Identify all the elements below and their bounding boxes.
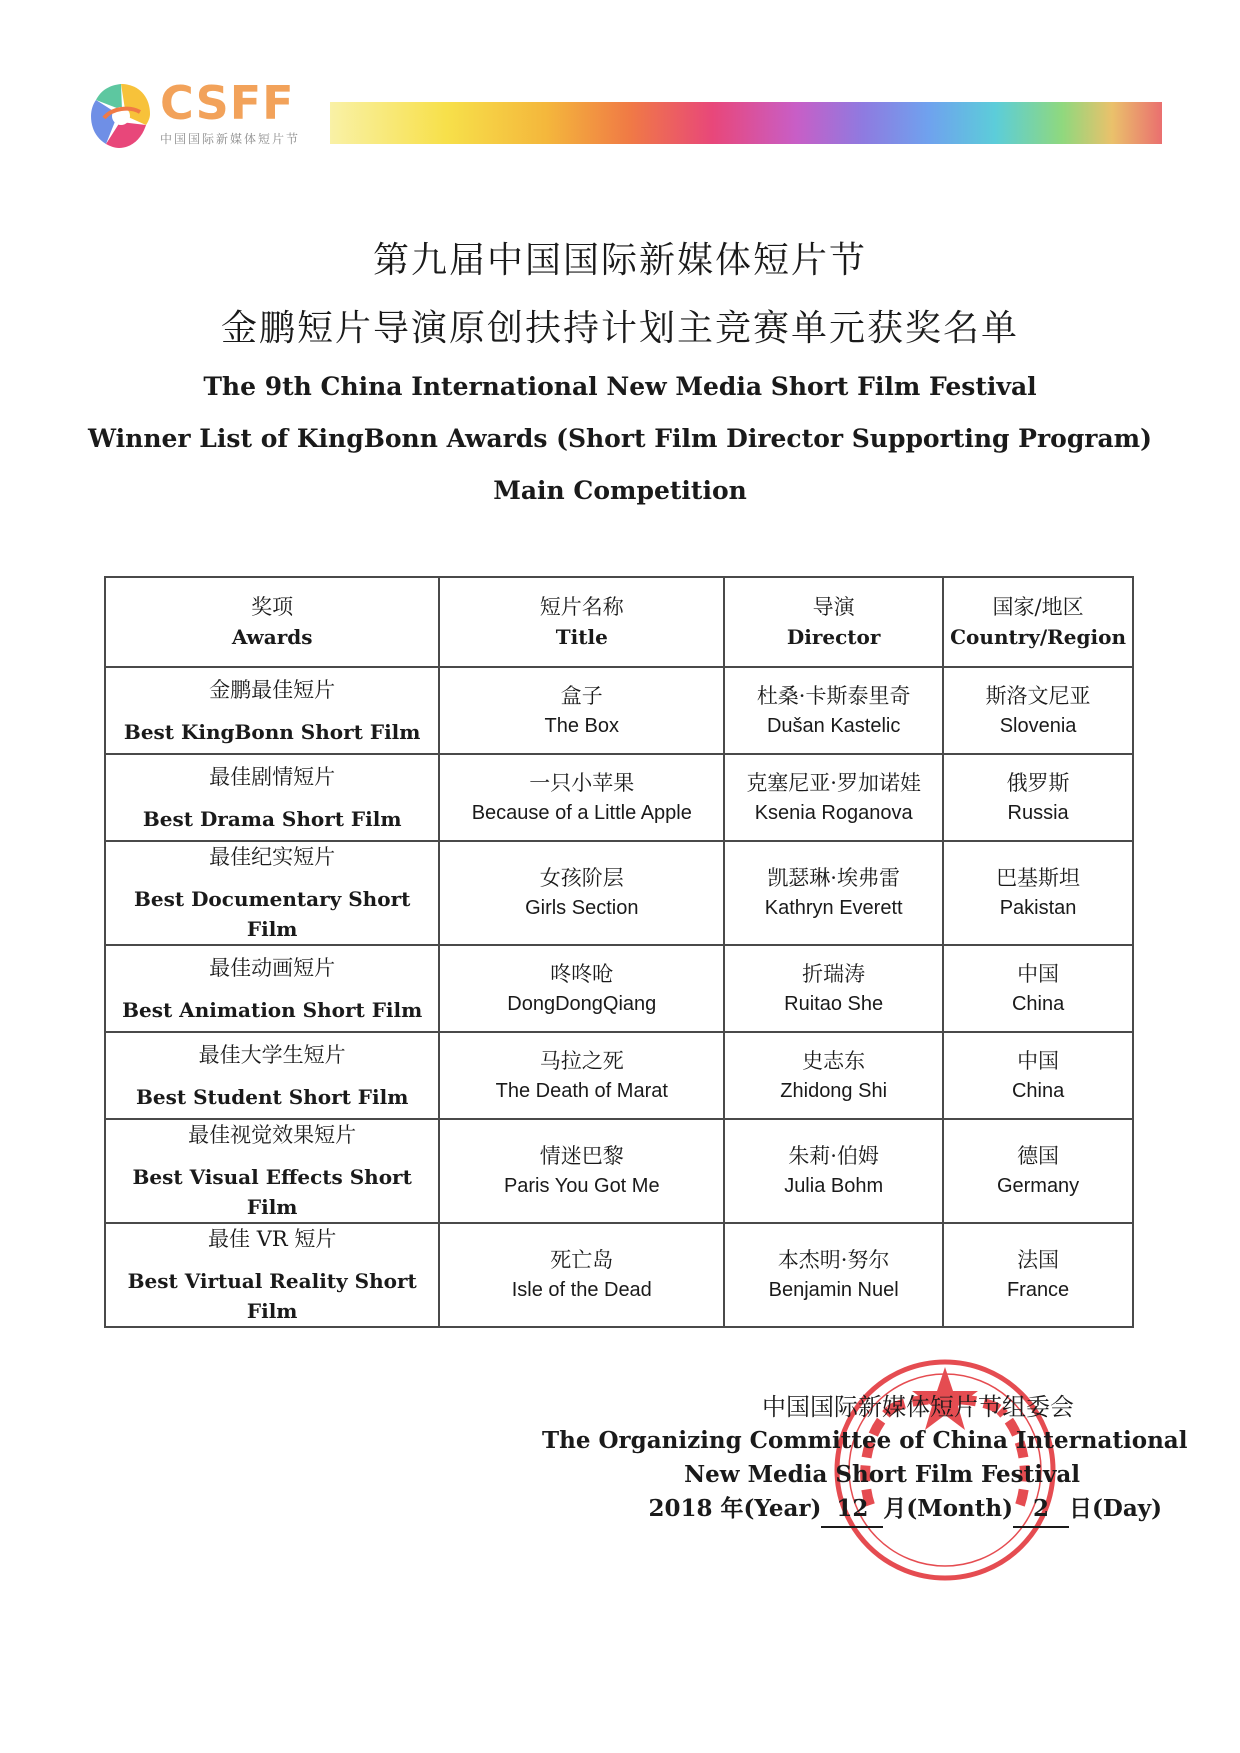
country-cell bbox=[943, 1223, 1133, 1327]
organizer-en-line2: New Media Short Film Festival bbox=[684, 1461, 1080, 1488]
country-cn: 中国 bbox=[1017, 961, 1060, 986]
film-title-cn: 一只小苹果 bbox=[529, 770, 635, 795]
title-cell bbox=[439, 1032, 724, 1119]
award-cn: 最佳纪实短片 bbox=[209, 845, 336, 869]
award-cell bbox=[105, 1119, 439, 1223]
award-cell bbox=[105, 841, 439, 945]
title-cell bbox=[439, 1119, 724, 1223]
country-cell bbox=[943, 1032, 1133, 1119]
director-en: Julia Bohm bbox=[784, 1175, 884, 1197]
country-cell bbox=[943, 667, 1133, 754]
country-en: Germany bbox=[996, 1175, 1080, 1197]
country-en: France bbox=[1006, 1279, 1070, 1301]
director-cell bbox=[724, 1223, 943, 1327]
award-en: Best Virtual Reality Short Film bbox=[127, 1269, 417, 1323]
country-en: China bbox=[1011, 992, 1065, 1015]
award-cell bbox=[105, 945, 439, 1032]
award-en: Best Documentary Short Film bbox=[134, 887, 411, 941]
director-cn: 折瑞涛 bbox=[802, 961, 866, 986]
header-director-en: Director bbox=[786, 625, 881, 649]
country-cell bbox=[943, 754, 1133, 841]
header-director bbox=[724, 577, 943, 667]
award-en: Best Visual Effects Short Film bbox=[132, 1165, 412, 1219]
director-cell bbox=[724, 667, 943, 754]
award-en: Best KingBonn Short Film bbox=[123, 719, 421, 744]
title-cell bbox=[439, 945, 724, 1032]
header-title-en: Title bbox=[555, 625, 608, 649]
country-cell bbox=[943, 945, 1133, 1032]
title-cn-line1: 第九届中国国际新媒体短片节 bbox=[372, 240, 867, 281]
country-en: Russia bbox=[1007, 801, 1069, 824]
signing-date bbox=[542, 1492, 1162, 1528]
director-en: Ruitao She bbox=[784, 992, 884, 1015]
film-title-en: Isle of the Dead bbox=[511, 1279, 652, 1301]
date-day-label: 日(Day) bbox=[1069, 1495, 1162, 1522]
table-row bbox=[105, 841, 1133, 945]
date-month-label: 月(Month) bbox=[883, 1495, 1014, 1522]
director-en: Benjamin Nuel bbox=[768, 1279, 899, 1301]
award-cell bbox=[105, 1223, 439, 1327]
award-cell bbox=[105, 667, 439, 754]
film-title-cn: 马拉之死 bbox=[539, 1048, 624, 1073]
table-row bbox=[105, 754, 1133, 841]
award-en: Best Student Short Film bbox=[135, 1084, 409, 1109]
winners-table bbox=[104, 576, 1134, 1328]
table-header-row bbox=[105, 577, 1133, 667]
film-title-en: Girls Section bbox=[525, 897, 639, 919]
title-cn-line2: 金鹏短片导演原创扶持计划主竞赛单元获奖名单 bbox=[220, 308, 1019, 349]
award-cn: 最佳大学生短片 bbox=[198, 1042, 346, 1067]
director-cell bbox=[724, 1119, 943, 1223]
country-cell bbox=[943, 1119, 1133, 1223]
award-cell bbox=[105, 754, 439, 841]
country-cn: 德国 bbox=[1017, 1144, 1060, 1168]
header-awards bbox=[105, 577, 439, 667]
country-cn: 俄罗斯 bbox=[1006, 770, 1070, 795]
title-en-line2: Winner List of KingBonn Awards (Short Film Director Supporting Program) bbox=[88, 424, 1152, 453]
title-cell bbox=[439, 667, 724, 754]
country-cn: 法国 bbox=[1017, 1248, 1060, 1272]
date-month: 12 bbox=[821, 1492, 883, 1528]
title-cell bbox=[439, 754, 724, 841]
header-rainbow-bar bbox=[330, 102, 1162, 144]
country-cn: 斯洛文尼亚 bbox=[985, 683, 1091, 708]
date-year: 2018 bbox=[648, 1495, 713, 1522]
director-cn: 凯瑟琳·埃弗雷 bbox=[767, 866, 900, 890]
award-cn: 最佳剧情短片 bbox=[209, 764, 336, 789]
header-country bbox=[943, 577, 1133, 667]
header-awards-en: Awards bbox=[231, 625, 313, 649]
director-en: Zhidong Shi bbox=[780, 1079, 888, 1102]
film-title-cn: 盒子 bbox=[560, 683, 603, 708]
film-title-cn: 情迷巴黎 bbox=[539, 1144, 624, 1168]
director-cell bbox=[724, 754, 943, 841]
award-cn: 最佳视觉效果短片 bbox=[188, 1123, 357, 1147]
country-en: China bbox=[1011, 1079, 1065, 1102]
table-row bbox=[105, 667, 1133, 754]
film-title-en: DongDongQiang bbox=[507, 992, 657, 1015]
title-en-line3: Main Competition bbox=[493, 476, 747, 505]
award-cell bbox=[105, 1032, 439, 1119]
header-director-cn: 导演 bbox=[812, 595, 855, 619]
organizer-cn: 中国国际新媒体短片节组委会 bbox=[762, 1393, 1074, 1421]
director-en: Kathryn Everett bbox=[764, 897, 903, 919]
award-cn: 金鹏最佳短片 bbox=[209, 677, 336, 702]
film-title-en: Paris You Got Me bbox=[503, 1175, 660, 1197]
date-year-label: 年(Year) bbox=[720, 1495, 822, 1522]
director-cn: 朱莉·伯姆 bbox=[788, 1144, 879, 1168]
header-country-en: Country/Region bbox=[950, 625, 1126, 649]
award-en: Best Animation Short Film bbox=[122, 997, 423, 1022]
director-cn: 史志东 bbox=[802, 1048, 866, 1073]
date-day: 2 bbox=[1013, 1492, 1069, 1528]
film-title-en: The Box bbox=[544, 714, 620, 737]
table-row bbox=[105, 945, 1133, 1032]
organizer-en-line1: The Organizing Committee of China International bbox=[542, 1427, 1188, 1454]
logo-subtitle: 中国国际新媒体短片节 bbox=[160, 132, 301, 146]
director-cell bbox=[724, 1032, 943, 1119]
award-en: Best Drama Short Film bbox=[142, 806, 402, 831]
header-title bbox=[439, 577, 724, 667]
logo-text: CSFF bbox=[160, 76, 295, 130]
award-cn: 最佳动画短片 bbox=[209, 955, 336, 980]
film-title-cn: 死亡岛 bbox=[550, 1248, 614, 1272]
organizer-signature bbox=[542, 1390, 1188, 1528]
table-row bbox=[105, 1119, 1133, 1223]
country-cn: 巴基斯坦 bbox=[996, 866, 1081, 890]
director-cn: 克塞尼亚·罗加诺娃 bbox=[746, 770, 921, 795]
film-title-en: Because of a Little Apple bbox=[471, 801, 692, 824]
title-en-line1: The 9th China International New Media Short Film Festival bbox=[203, 372, 1037, 401]
csff-logo-mark-icon bbox=[86, 78, 156, 154]
country-cell bbox=[943, 841, 1133, 945]
table-row bbox=[105, 1032, 1133, 1119]
header-awards-cn: 奖项 bbox=[251, 595, 294, 619]
director-en: Dušan Kastelic bbox=[766, 714, 901, 737]
country-en: Slovenia bbox=[999, 714, 1077, 737]
country-en: Pakistan bbox=[999, 897, 1077, 919]
header-country-cn: 国家/地区 bbox=[992, 595, 1084, 619]
country-cn: 中国 bbox=[1017, 1048, 1060, 1073]
director-en: Ksenia Roganova bbox=[754, 801, 913, 824]
table-row bbox=[105, 1223, 1133, 1327]
header-title-cn: 短片名称 bbox=[539, 595, 624, 619]
title-cell bbox=[439, 841, 724, 945]
award-cn: 最佳 VR 短片 bbox=[208, 1227, 337, 1251]
csff-logo bbox=[86, 78, 326, 158]
director-cell bbox=[724, 945, 943, 1032]
title-cell bbox=[439, 1223, 724, 1327]
director-cn: 本杰明·努尔 bbox=[777, 1248, 890, 1272]
film-title-cn: 女孩阶层 bbox=[539, 866, 624, 890]
film-title-en: The Death of Marat bbox=[495, 1079, 668, 1102]
director-cn: 杜桑·卡斯泰里奇 bbox=[756, 683, 911, 708]
director-cell bbox=[724, 841, 943, 945]
film-title-cn: 咚咚呛 bbox=[550, 961, 614, 986]
